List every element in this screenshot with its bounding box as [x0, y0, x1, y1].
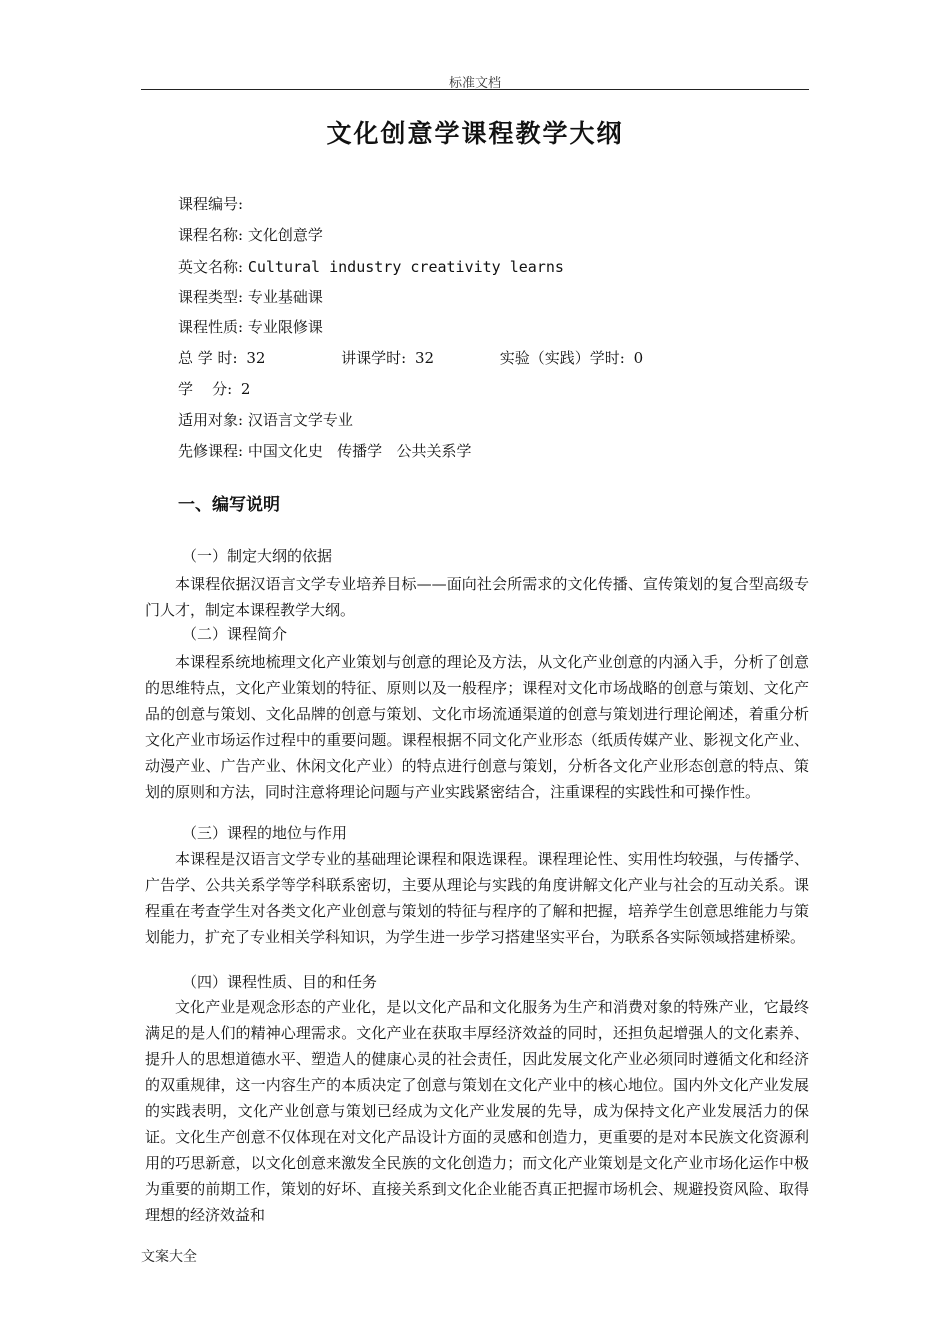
document-title: 文化创意学课程教学大纲	[326, 119, 624, 148]
course-code-label: 课程编号:	[178, 195, 244, 213]
header-rule	[141, 89, 809, 90]
paragraph: 本课程系统地梳理文化产业策划与创意的理论及方法，从文化产业创意的内涵入手，分析了创意的思维特点，文化产业策划的特征、原则以及一般程序；课程对文化市场战略的创意与策划、文化产品的创意与策划、文化品牌的创意与策划、文化市场流通渠道的创意与策划进行理论阐述，着重分析文化产业市场运作过程中的重要问题。课程根据不同文化产业形态（纸质传媒产业、影视文化产业、动漫产业、广告产业、休闲文化产业）的特点进行创意与策划，分析各文化产业形态创意的特点、策划的原则和方法，同时注意将理论问题与产业实践紧密结合，注重课程的实践性和可操作性。	[145, 653, 809, 801]
target-value: 汉语言文学专业	[247, 411, 353, 429]
credits-label: 学 分:	[178, 380, 233, 398]
course-name-value: 文化创意学	[247, 226, 323, 244]
english-name-value: Cultural industry creativity learns	[247, 258, 564, 276]
total-hours-label: 总 学 时:	[178, 349, 238, 367]
course-type-value: 专业基础课	[247, 288, 323, 306]
lab-hours-value: 0	[633, 349, 644, 367]
lecture-hours-label: 讲课学时:	[341, 349, 407, 367]
course-name-label: 课程名称:	[178, 226, 244, 244]
info-course-type	[178, 286, 323, 307]
info-english-name	[178, 256, 564, 277]
subsection-heading: （二）课程简介	[182, 625, 288, 643]
subsection-heading: （一）制定大纲的依据	[182, 547, 333, 565]
paragraph: 本课程是汉语言文学专业的基础理论课程和限选课程。课程理论性、实用性均较强，与传播学、广告学、公共关系学等学科联系密切，主要从理论与实践的角度讲解文化产业与社会的互动关系。课程重在考查学生对各类文化产业创意与策划的特征与程序的了解和把握，培养学生创意思维能力与策划能力，扩充了专业相关学科知识，为学生进一步学习搭建坚实平台，为联系各实际领域搭建桥梁。	[145, 850, 809, 946]
paragraph: 本课程依据汉语言文学专业培养目标——面向社会所需求的文化传播、宣传策划的复合型高级专门人才，制定本课程教学大纲。	[145, 575, 809, 619]
course-nature-value: 专业限修课	[247, 318, 323, 336]
lab-hours-label: 实验（实践）学时:	[499, 349, 625, 367]
credits-value: 2	[240, 380, 251, 398]
target-label: 适用对象:	[178, 411, 244, 429]
prerequisites-value: 中国文化史 传播学 公共关系学	[247, 442, 472, 460]
paragraph: 文化产业是观念形态的产业化，是以文化产品和文化服务为生产和消费对象的特殊产业，它最终满足的是人们的精神心理需求。文化产业在获取丰厚经济效益的同时，还担负起增强人的文化素养、提升人的思想道德水平、塑造人的健康心灵的社会责任，因此发展文化产业必须同时遵循文化和经济的双重规律，这一内容生产的本质决定了创意与策划在文化产业中的核心地位。国内外文化产业发展的实践表明，文化产业创意与策划已经成为文化产业发展的先导，成为保持文化产业发展活力的保证。文化生产创意不仅体现在对文化产品设计方面的灵感和创造力，更重要的是对本民族文化资源利用的巧思新意，以文化创意来激发全民族的文化创造力；而文化产业策划是文化产业市场化运作中极为重要的前期工作，策划的好坏、直接关系到文化企业能否真正把握市场机会、规避投资风险、取得理想的经济效益和	[145, 998, 809, 1224]
header-text: 标准文档	[448, 76, 501, 91]
info-course-name	[178, 224, 323, 245]
info-course-nature	[178, 316, 323, 337]
info-prerequisites	[178, 440, 471, 461]
course-type-label: 课程类型:	[178, 288, 244, 306]
info-credits	[178, 378, 250, 399]
info-target	[178, 409, 353, 430]
prerequisites-label: 先修课程:	[178, 442, 244, 460]
page-footer: 文案大全	[141, 1249, 197, 1265]
total-hours-value: 32	[246, 349, 266, 367]
course-nature-label: 课程性质:	[178, 318, 244, 336]
subsection-heading: （四）课程性质、目的和任务	[182, 973, 378, 991]
english-name-label: 英文名称:	[178, 258, 244, 276]
info-course-code	[178, 193, 243, 214]
info-hours	[178, 347, 643, 368]
subsection-heading: （三）课程的地位与作用	[182, 824, 348, 842]
lecture-hours-value: 32	[415, 349, 435, 367]
section-heading: 一、编写说明	[178, 495, 280, 515]
